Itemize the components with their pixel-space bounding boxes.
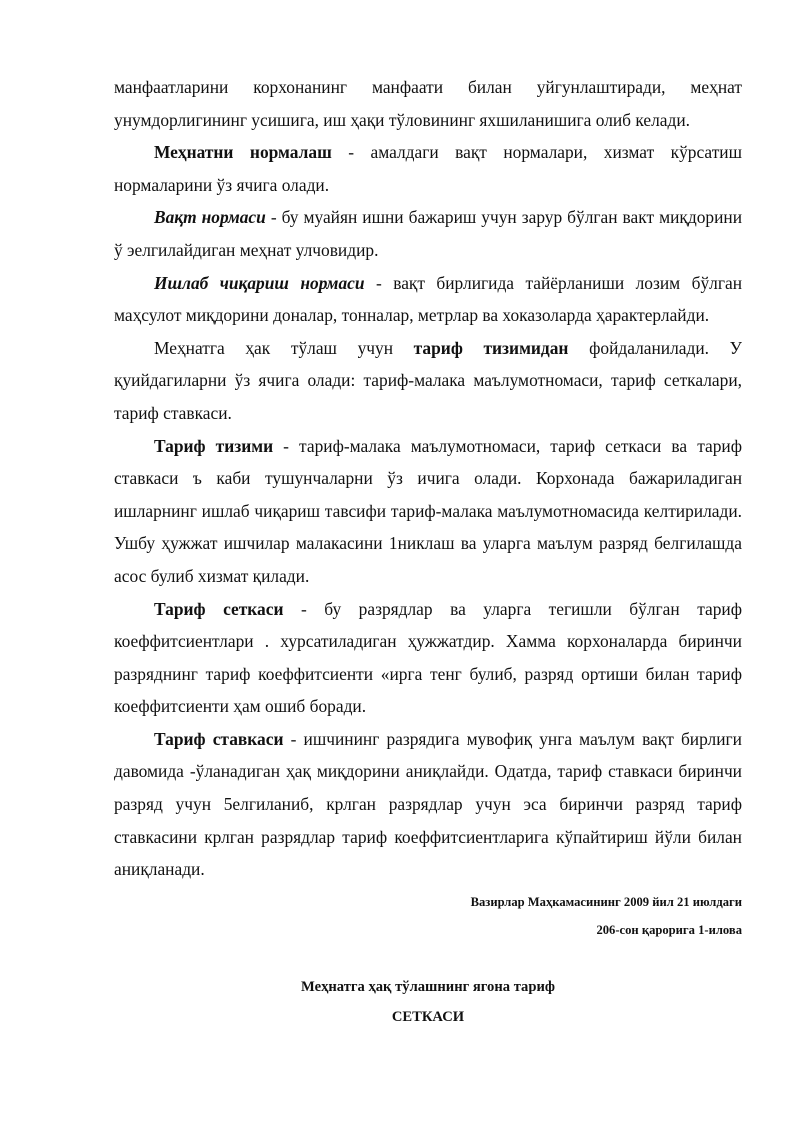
paragraph-intro: манфаатларини корхонанинг манфаати билан уйгунлаштиради, меҳнат унумдорлигининг усишига, иш ҳақи тўловининг яхшиланишига олиб келади. xyxy=(114,77,742,130)
document-page xyxy=(114,71,742,1032)
section-heading-line2: СЕТКАСИ xyxy=(391,1008,465,1025)
paragraph-tariff-system xyxy=(114,430,742,593)
definition-production-norm: - вақт бирлигида тайёрланиши лозим бўлган маҳсулот миқдорини доналар, тонналар, метрлар ва хоказоларда ҳарактерлайди. xyxy=(114,272,743,326)
paragraph-time-norm xyxy=(114,201,742,266)
paragraph-production-norm xyxy=(114,267,742,332)
paragraph-tariff-grid xyxy=(114,593,742,723)
paragraph-labor-norming xyxy=(114,136,742,201)
definition-time-norm: - бу муайян ишни бажариш учун зарур бўлган вакт миқдорини ў эелгилайдиган меҳнат улчовидир. xyxy=(114,207,742,260)
term-production-norm: Ишлаб чиқариш нормаси xyxy=(154,272,365,293)
term-labor-norming: Меҳнатни нормалаш xyxy=(154,142,332,163)
definition-tariff-grid: - бу разрядлар ва уларга тегишли бўлган тариф коеффитсиентлари . хурсатиладиган ҳужжатдир. Хамма корхоналарда биринчи разряднинг тариф коеффитсиенти «ирга тенг булиб, разряд ортиши билан тариф коеффитсиенти ҳам ошиб боради. xyxy=(114,598,742,717)
definition-tariff-system: - тариф-малака маълумотномаси, тариф сеткаси ва тариф ставкаси ъ каби тушунчаларни ўз ичига олади. Корхонада бажариладиган ишларнинг ишлаб чиқариш тавсифи тариф-малака маълумотномасида келтирилади. Ушбу ҳужжат ишчилар малакасини 1никлаш ва уларга маълум разряд белгилашда асос булиб хизмат қилади. xyxy=(114,435,743,586)
term-tariff-system: Тариф тизими xyxy=(154,435,274,456)
appendix-note-line2: 206-сон қарорига 1-илова xyxy=(596,922,742,937)
text-before: Меҳнатга ҳак тўлаш учун xyxy=(154,337,414,358)
text-after: фойдаланилади. У қуийдагиларни ўз ячига олади: тариф-малака маълумотномаси, тариф сеткалари, тариф ставкаси. xyxy=(114,337,742,423)
paragraph-tariff-rate xyxy=(114,723,742,886)
paragraph-tariff-system-use xyxy=(114,332,742,430)
appendix-note-line1: Вазирлар Маҳкамасининг 2009 йил 21 июлдаги xyxy=(470,894,742,909)
definition-tariff-rate: - ишчининг разрядига мувофиқ унга маълум вақт бирлиги давомида -ўланадиган ҳақ миқдорини аниқлайди. Одатда, тариф ставкаси биринчи разряд учун 5елгиланиб, крлган разрядлар учун эса биринчи разряд тариф ставкасини крлган разрядлар тариф коеффитсиентларига кўпайтириш йўли билан аниқланади. xyxy=(114,728,742,880)
term-tariff-rate: Тариф ставкаси xyxy=(154,728,284,749)
section-heading-line1: Меҳнатга ҳақ тўлашнинг ягона тариф xyxy=(301,978,555,995)
term-tariff-system-use: тариф тизимидан xyxy=(413,337,569,358)
term-tariff-grid: Тариф сеткаси xyxy=(154,598,284,619)
term-time-norm: Вақт нормаси xyxy=(154,207,266,228)
definition-labor-norming: - амалдаги вақт нормалари, хизмат кўрсатиш нормаларини ўз ячига олади. xyxy=(114,142,742,195)
